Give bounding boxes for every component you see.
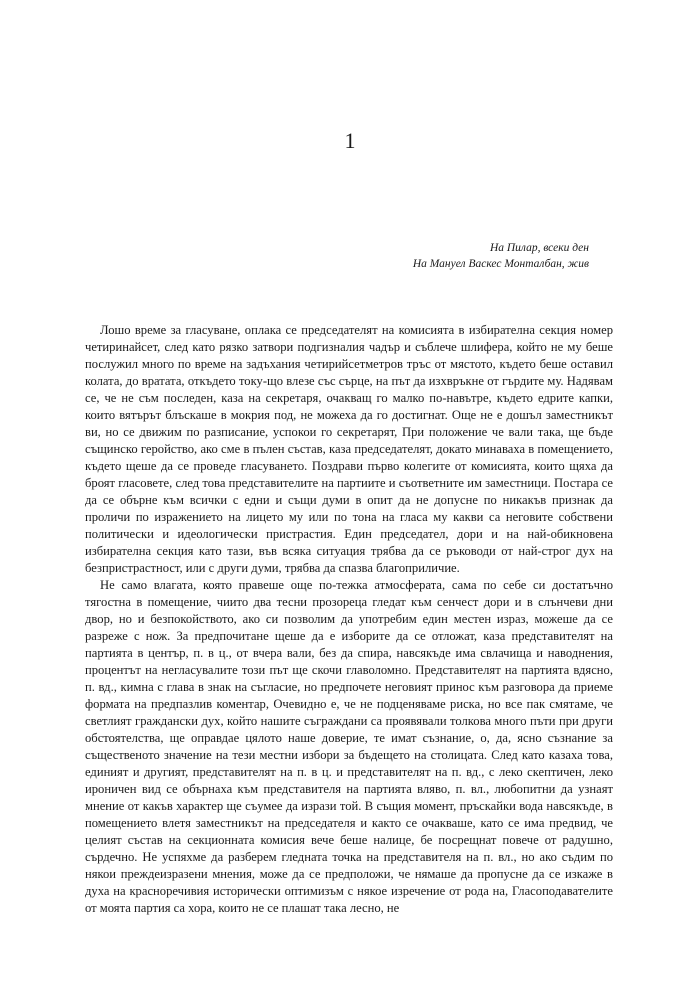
dedication-line: На Мануел Васкес Монталбан, жив [412, 258, 589, 270]
paragraph: Не само влагата, която правеше още по-тежка атмосферата, сама по себе си достатъчно тягостна в помещение, чиито два тесни прозореца гледат към сенчест дори и в слънчеви дни двор, но и безпокойството, ако си позволим да употребим един местен израз, можеше да се разреже с нож. За предпочитане щеше да е изборите да се отложат, каза представителят на партията в център, п. в ц., от вчера вали, без да спира, навсякъде има свлачища и наводнения, процентът на негласувалите този път ще скочи главоломно. Представителят на партията вдясно, п. вд., кимна с глава в знак на съгласие, но предпочете неговият принос към разговора да приеме формата на предпазлив коментар, Очевидно е, че не подценяваме риска, но все пак смятаме, че светлият граждански дух, който нашите съграждани са проявявали толкова много пъти при други обстоятелства, ще оправдае цялото наше доверие, те имат съзнание, о, да, ясно съзнание за същественото значение на тези местни избори за бъдещето на столицата. След като казаха това, единият и другият, представителят на п. в ц. и представителят на п. вд., с леко скептичен, леко ироничен вид се обърнаха към представителя на партията вляво, п. вл., любопитни да узнаят мнение от какъв характер ще съумее да изрази той. В същия момент, пръскайки вода навсякъде, в помещението влетя заместникът на председателя и както се очакваше, като се има предвид, че целият състав на секционната комисия вече беше налице, бе посрещнат повече от радушно, сърдечно. Не успяхме да разберем гледната точка на представителя на п. вл., но ако съдим по някои преждеизразени мнения, може да се предположи, че нямаше да пропусне да се изкаже в духа на красноречивия исторически оптимизъм с някое изречение от рода на, Гласоподавателите от моята партия са хора, които не се плашат така лесно, не [85, 578, 613, 915]
paragraph: Лошо време за гласуване, оплака се председателят на комисията в избирателна секция номер четиринайсет, след като рязко затвори подгизналия чадър и съблече шлифера, който не му беше послужил много по време на задъхания четирийсетметров тръс от мястото, където беше оставил колата, до вратата, откъдето току-що влезе със сърце, на път да изхвръкне от гърдите му. Надявам се, че не съм последен, каза на секретаря, очакващ го малко по-навътре, където едрите капки, които вятърът блъскаше в мокрия под, не можеха да го достигнат. Още не е дошъл заместникът ви, но се движим по разписание, успокои го секретарят, При положение че вали така, ще бъде същинско геройство, ако сме в пълен състав, каза председателят, докато минаваха в помещението, където щеше да се проведе гласуването. Поздрави първо колегите от комисията, които щяха да броят гласовете, след това представителите на партиите и съответните им заместници. Постара се да се обърне към всички с едни и същи думи в опит да не допусне по никакъв признак да проличи по изражението на лицето му или по тона на гласа му какви са неговите собствени политически и идеологически пристрастия. Един председател, дори и на най-обикновена избирателна секция като тази, във всяка ситуация трябва да се ръководи от най-строг дух на безпристрастност, или с други думи, трябва да спазва благоприличие. [85, 323, 613, 575]
chapter-number: 1 [344, 128, 356, 153]
chapter-body [85, 322, 613, 917]
dedication [413, 240, 589, 272]
dedication-line: На Пилар, всеки ден [489, 242, 589, 254]
